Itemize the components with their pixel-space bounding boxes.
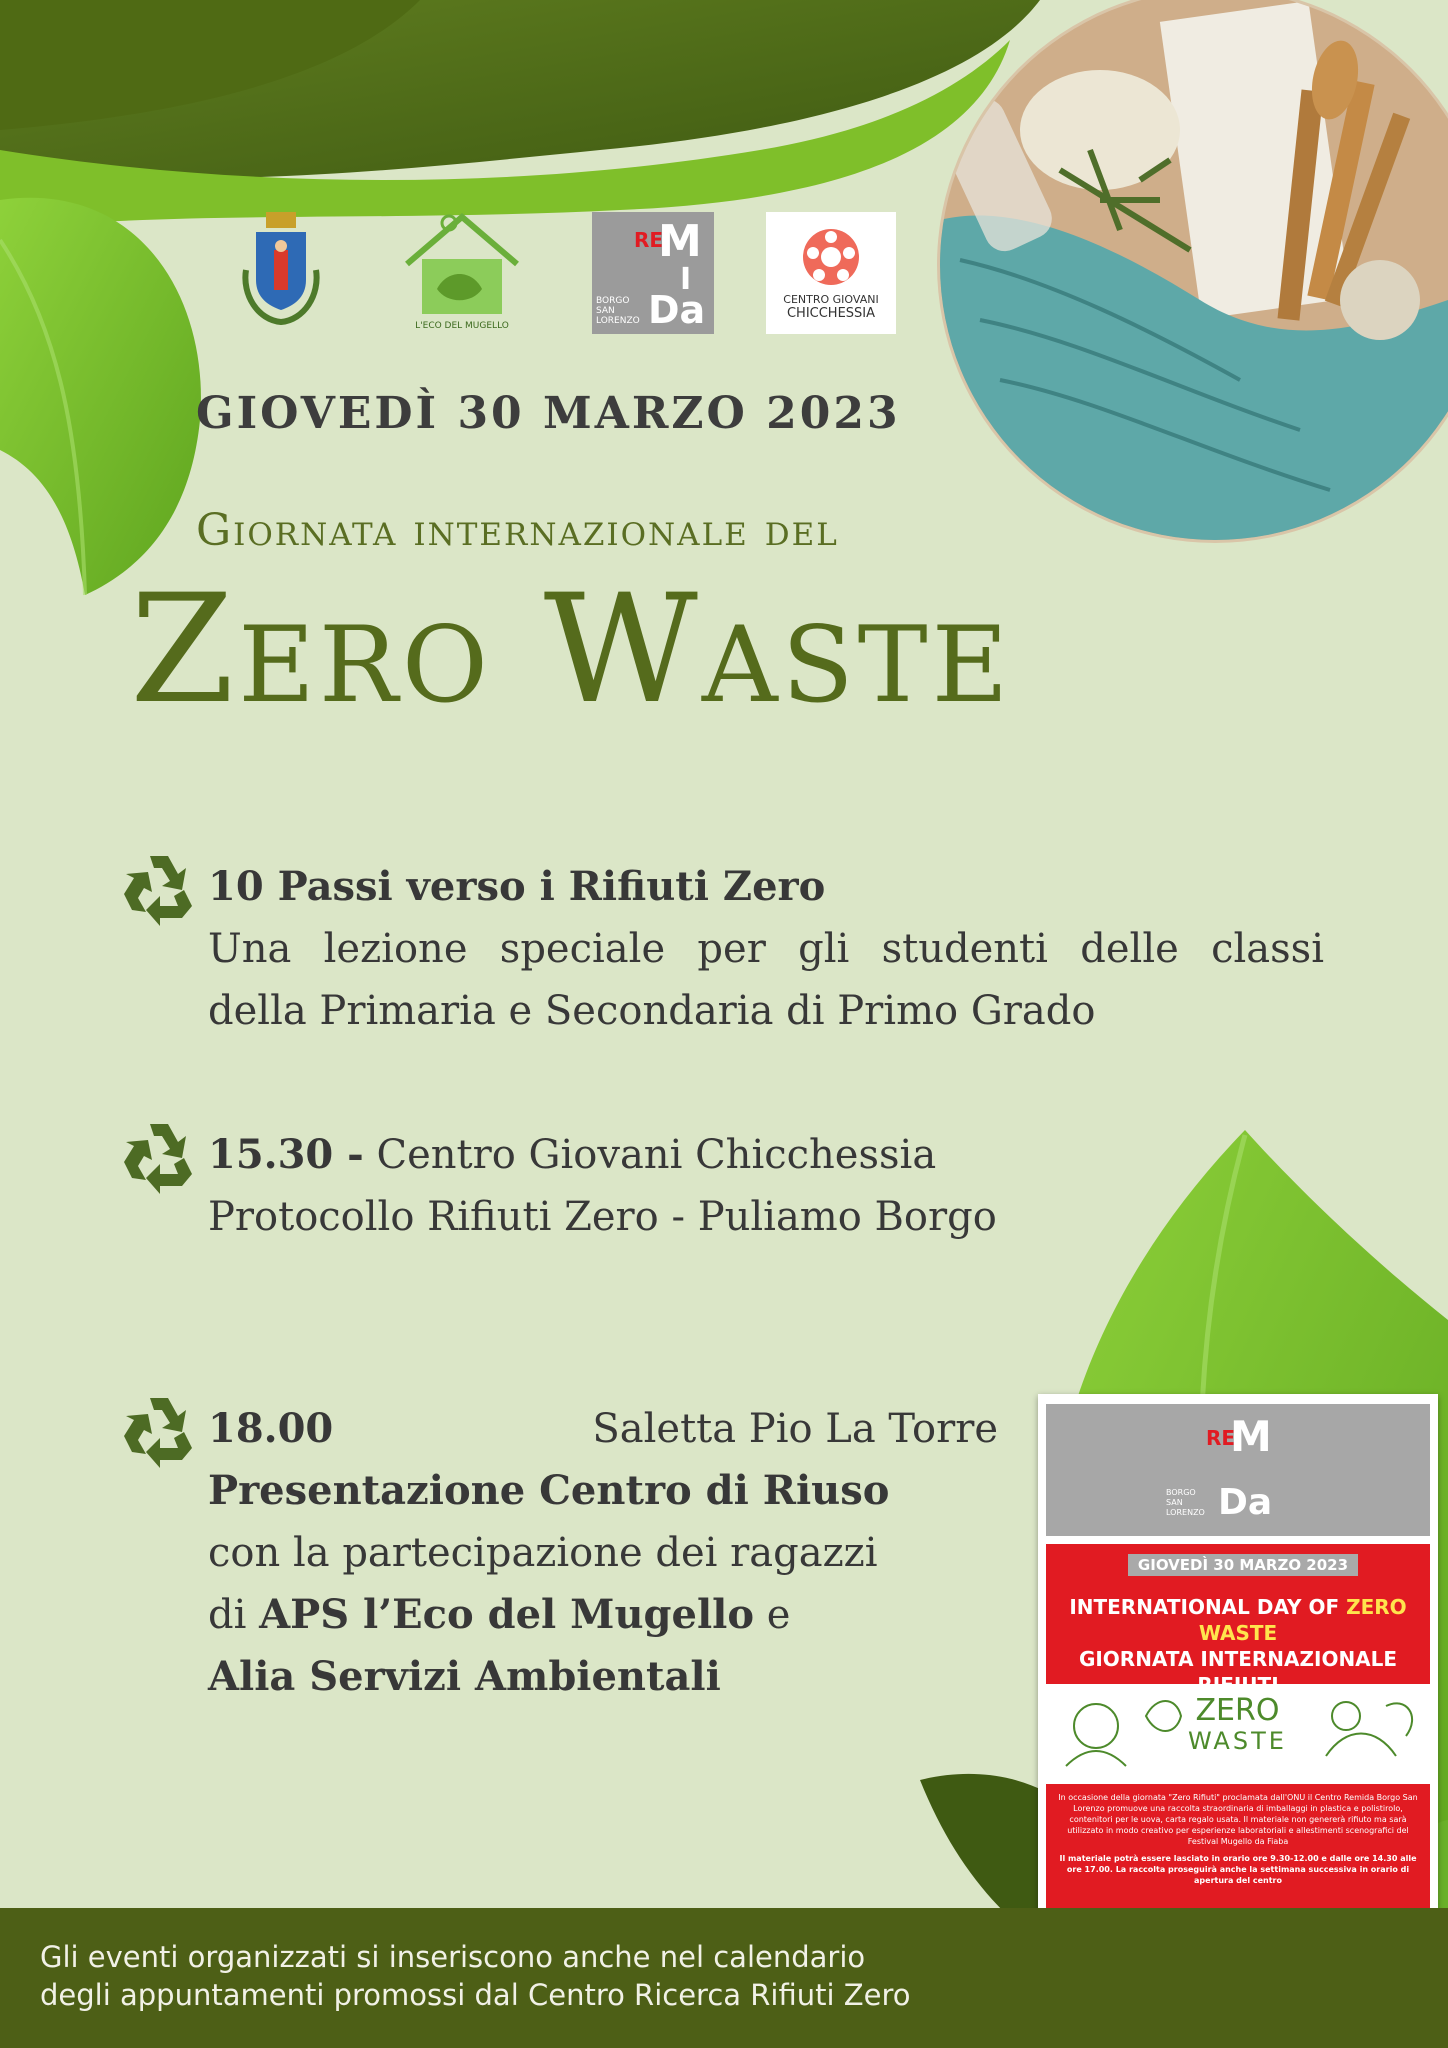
eco-del-mugello-logo	[392, 205, 532, 335]
footer-text	[40, 1938, 911, 2014]
event-3	[208, 1398, 998, 1708]
remida-caption: BORGO SAN LORENZO	[596, 296, 640, 326]
event-3-line1: 18.00 Saletta Pio La Torre	[208, 1405, 998, 1452]
flyer-header: RE M Da BORGO SAN LORENZO	[1046, 1404, 1430, 1536]
page-title: Zero Waste	[130, 563, 1013, 737]
recycle-icon	[120, 1118, 198, 1196]
event-2-line2: Protocollo Rifiuti Zero - Puliamo Borgo	[208, 1194, 997, 1240]
flyer-zero-waste: ZERO WASTE	[1188, 1693, 1287, 1755]
centro-giovani-caption-2: CHICCHESSIA	[786, 306, 876, 321]
flyer-date: GIOVEDÌ 30 MARZO 2023	[1128, 1554, 1358, 1576]
event-3-line3: con la partecipazione dei ragazzi	[208, 1530, 878, 1576]
event-3-line4: di APS l’Eco del Mugello e	[208, 1591, 791, 1638]
flyer-headline: INTERNATIONAL DAY OF ZERO WASTE GIORNATA INTERNAZIONALE RIFIUTI	[1069, 1595, 1407, 1697]
event-2-line1: 15.30 - Centro Giovani Chicchessia	[208, 1131, 937, 1178]
eco-del-mugello-caption: L'ECO DEL MUGELLO	[415, 321, 509, 331]
page-subtitle: Giornata internazionale del	[196, 505, 839, 556]
comune-coat-of-arms-logo	[236, 205, 326, 335]
event-3-line2: Presentazione Centro di Riuso	[208, 1467, 890, 1514]
remida-flyer	[1038, 1394, 1438, 1964]
recycle-icon	[120, 850, 198, 928]
remida-logo: RE M I Da BORGO SAN LORENZO	[592, 212, 714, 334]
event-1-line2: della Primaria e Secondaria di Primo Grado	[208, 988, 1096, 1034]
event-1	[208, 856, 1328, 1042]
left-leaf	[0, 198, 201, 595]
footer-line-1: Gli eventi organizzati si inseriscono anche nel calendario	[40, 1940, 866, 1974]
centro-giovani-caption-1: CENTRO GIOVANI	[783, 293, 879, 306]
flyer-body: In occasione della giornata "Zero Rifiuti" proclamata dall'ONU il Centro Remida Borgo San Lorenzo promuove una raccolta straordinaria di imballaggi in plastica e polistirolo, contenitori per le uova, carta regalo usata. Il materiale non genererà rifiuto ma sarà utilizzato in modo creativo per esperienze laboratoriali e allestimenti scenografici del Festival Mugello da Fiaba Il materiale potrà essere lasciato in orario ore 9.30-12.00 e dalle ore 14.30 alle ore 17.00. La raccolta proseguirà anche la settimana successiva in orario di apertura del centro	[1046, 1784, 1430, 1924]
event-1-heading: 10 Passi verso i Rifiuti Zero	[208, 863, 826, 910]
event-2	[208, 1124, 1308, 1248]
footer-line-2: degli appuntamenti promossi dal Centro Ricerca Rifiuti Zero	[40, 1978, 911, 2012]
recycle-icon	[120, 1392, 198, 1470]
event-1-line1: Una lezione speciale per gli studenti delle classi	[208, 926, 1324, 972]
event-date: GIOVEDÌ 30 MARZO 2023	[196, 388, 901, 439]
event-3-line5: Alia Servizi Ambientali	[208, 1653, 721, 1700]
centro-giovani-logo	[766, 212, 896, 334]
